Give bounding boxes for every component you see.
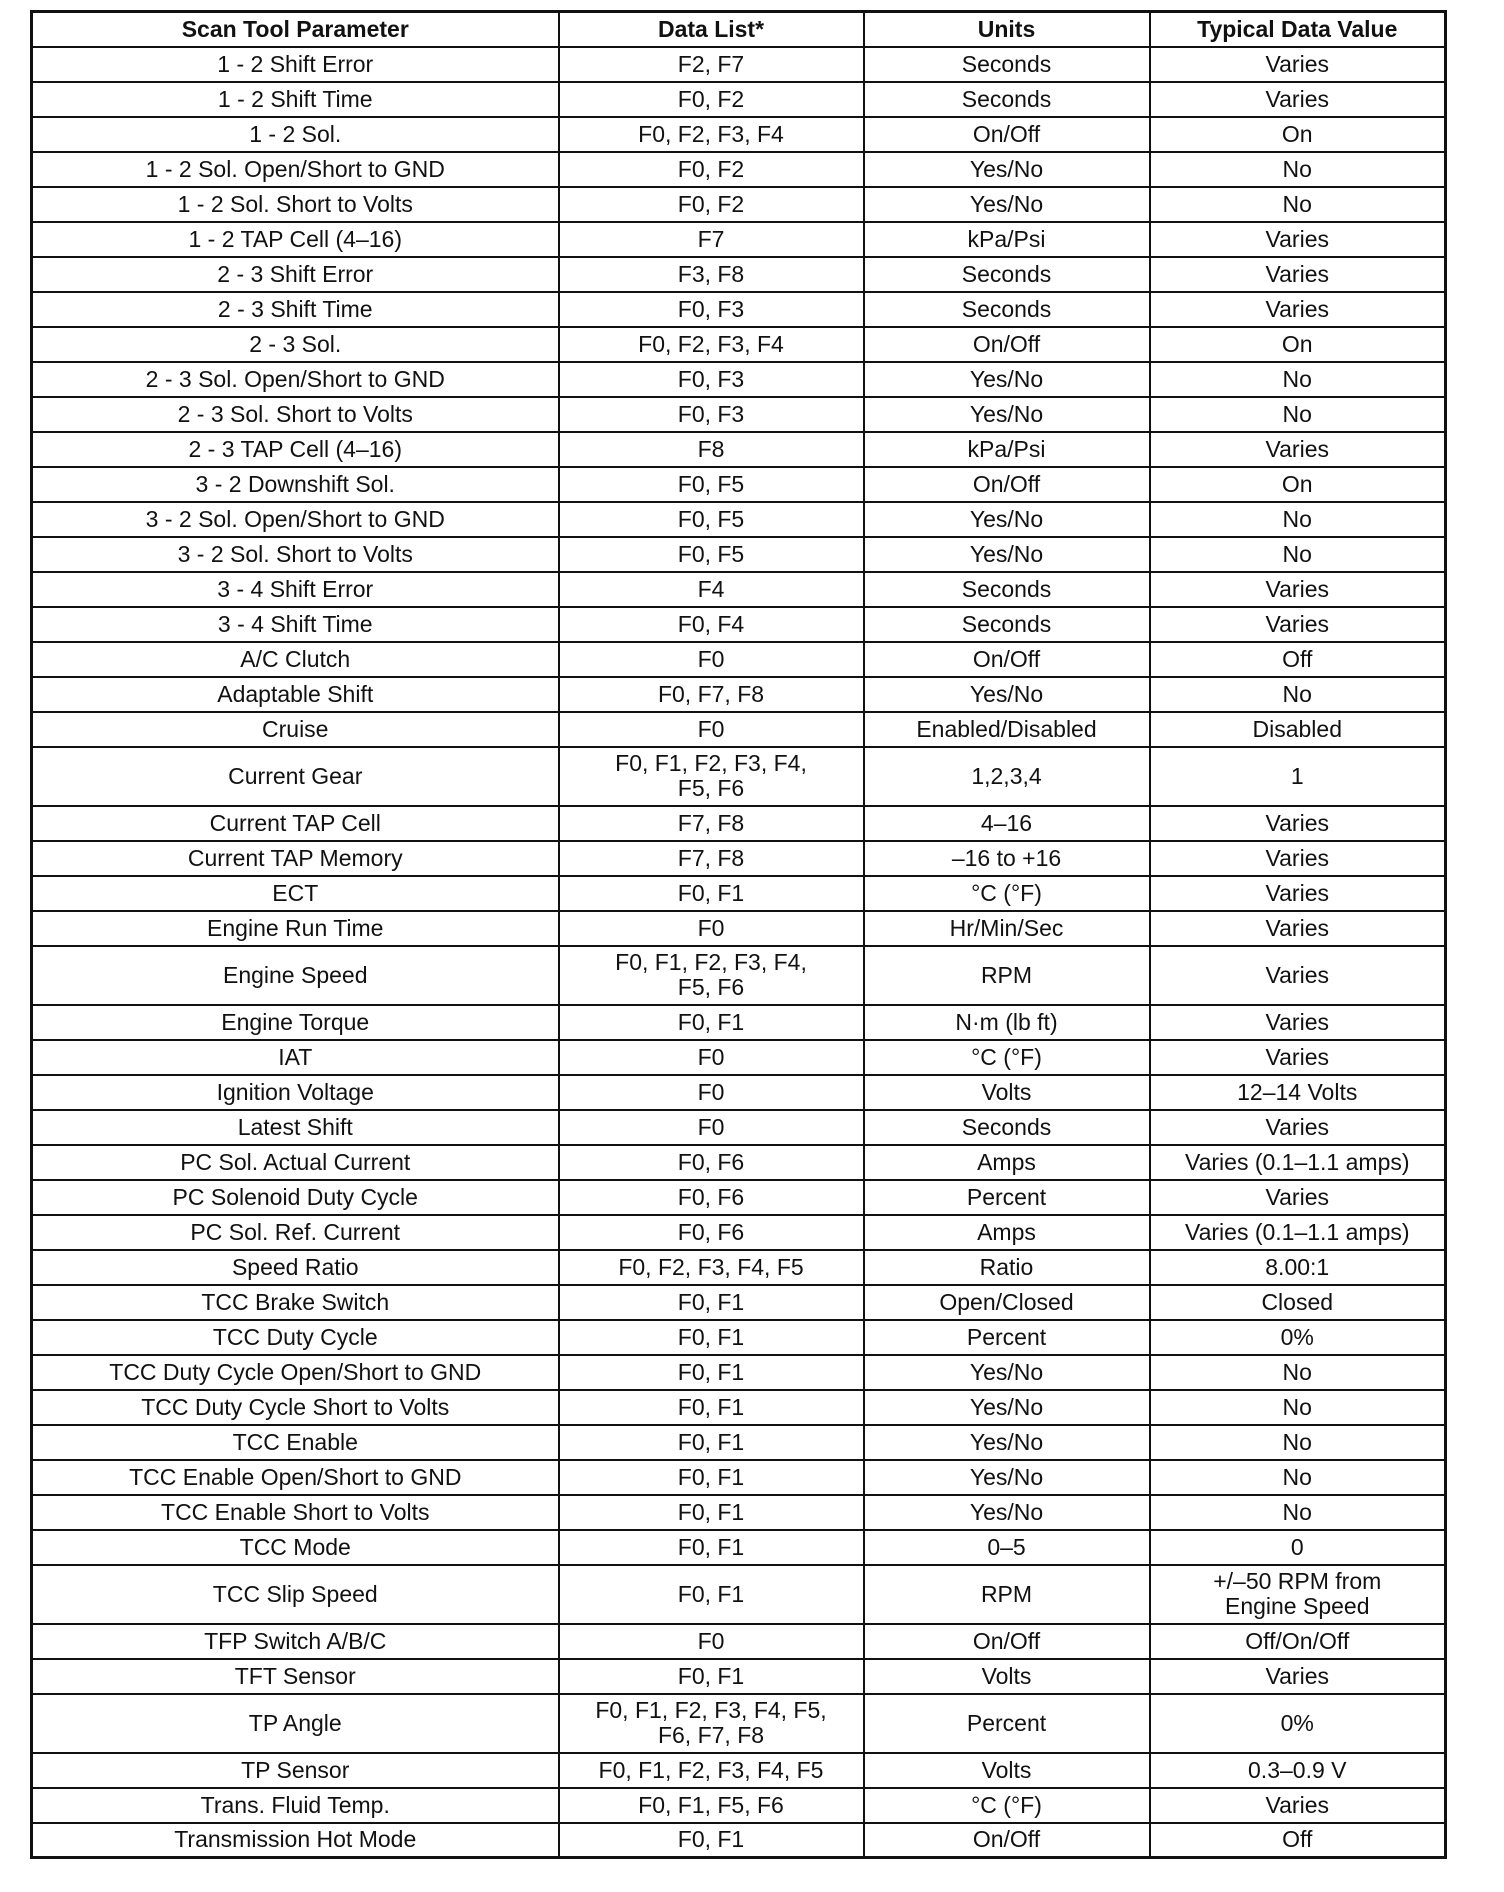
- table-row: [32, 607, 1446, 642]
- parameter-cell: TCC Enable: [32, 1425, 559, 1460]
- parameter-cell: Speed Ratio: [32, 1250, 559, 1285]
- typical-value-cell: Varies: [1150, 1040, 1446, 1075]
- units-cell: Percent: [864, 1694, 1150, 1753]
- table-row: [32, 712, 1446, 747]
- units-cell: Hr/Min/Sec: [864, 911, 1150, 946]
- table-body: [32, 47, 1446, 1858]
- table-row: [32, 572, 1446, 607]
- typical-value-cell: Varies: [1150, 806, 1446, 841]
- data-list-cell: F0, F2, F3, F4, F5: [559, 1250, 864, 1285]
- typical-value-cell: No: [1150, 1425, 1446, 1460]
- units-cell: On/Off: [864, 1624, 1150, 1659]
- parameter-cell: Adaptable Shift: [32, 677, 559, 712]
- typical-value-cell: Varies: [1150, 257, 1446, 292]
- parameter-cell: PC Sol. Actual Current: [32, 1145, 559, 1180]
- typical-value-cell: Varies: [1150, 946, 1446, 1005]
- parameter-cell: Current TAP Cell: [32, 806, 559, 841]
- typical-value-cell: Varies: [1150, 47, 1446, 82]
- data-list-cell: F0, F1: [559, 1390, 864, 1425]
- parameter-cell: TCC Mode: [32, 1530, 559, 1565]
- data-list-cell: F0, F5: [559, 467, 864, 502]
- table-row: [32, 806, 1446, 841]
- table-row: [32, 1624, 1446, 1659]
- parameter-cell: A/C Clutch: [32, 642, 559, 677]
- data-list-cell: F0, F6: [559, 1180, 864, 1215]
- units-cell: Seconds: [864, 292, 1150, 327]
- table-header: [32, 12, 1446, 47]
- table-row: [32, 467, 1446, 502]
- table-row: [32, 1145, 1446, 1180]
- units-cell: Yes/No: [864, 187, 1150, 222]
- table-row: [32, 257, 1446, 292]
- typical-value-cell: Varies: [1150, 292, 1446, 327]
- table-row: [32, 1215, 1446, 1250]
- table-row: [32, 1565, 1446, 1624]
- units-cell: Seconds: [864, 82, 1150, 117]
- parameter-cell: 2 - 3 Sol. Open/Short to GND: [32, 362, 559, 397]
- typical-value-cell: Varies: [1150, 841, 1446, 876]
- units-cell: On/Off: [864, 327, 1150, 362]
- table-row: [32, 1040, 1446, 1075]
- parameter-cell: Current TAP Memory: [32, 841, 559, 876]
- data-list-cell: F0, F1: [559, 1823, 864, 1858]
- parameter-cell: PC Sol. Ref. Current: [32, 1215, 559, 1250]
- parameter-cell: 1 - 2 Sol. Short to Volts: [32, 187, 559, 222]
- table-row: [32, 502, 1446, 537]
- units-cell: Volts: [864, 1659, 1150, 1694]
- parameter-cell: Engine Run Time: [32, 911, 559, 946]
- header-data-list: Data List*: [559, 12, 864, 47]
- parameter-cell: 3 - 2 Sol. Open/Short to GND: [32, 502, 559, 537]
- table-row: [32, 642, 1446, 677]
- table-row: [32, 432, 1446, 467]
- typical-value-cell: No: [1150, 362, 1446, 397]
- units-cell: Volts: [864, 1753, 1150, 1788]
- table-row: [32, 677, 1446, 712]
- table-row: [32, 1110, 1446, 1145]
- data-list-cell: F8: [559, 432, 864, 467]
- parameter-cell: Transmission Hot Mode: [32, 1823, 559, 1858]
- table-row: [32, 1425, 1446, 1460]
- units-cell: On/Off: [864, 642, 1150, 677]
- data-list-cell: F0, F1, F2, F3, F4, F5: [559, 1753, 864, 1788]
- table-row: [32, 152, 1446, 187]
- parameter-cell: 3 - 2 Downshift Sol.: [32, 467, 559, 502]
- units-cell: On/Off: [864, 467, 1150, 502]
- typical-value-cell: Off/On/Off: [1150, 1624, 1446, 1659]
- typical-value-cell: Disabled: [1150, 712, 1446, 747]
- units-cell: –16 to +16: [864, 841, 1150, 876]
- parameter-cell: TCC Brake Switch: [32, 1285, 559, 1320]
- units-cell: Ratio: [864, 1250, 1150, 1285]
- parameter-cell: 2 - 3 Shift Error: [32, 257, 559, 292]
- table-row: [32, 1659, 1446, 1694]
- parameter-cell: TP Angle: [32, 1694, 559, 1753]
- table-row: [32, 82, 1446, 117]
- table-row: [32, 1530, 1446, 1565]
- typical-value-cell: On: [1150, 117, 1446, 152]
- table-row: [32, 397, 1446, 432]
- parameter-cell: 1 - 2 TAP Cell (4–16): [32, 222, 559, 257]
- table-row: [32, 1250, 1446, 1285]
- parameter-cell: 3 - 4 Shift Time: [32, 607, 559, 642]
- table-row: [32, 1495, 1446, 1530]
- typical-value-cell: 0: [1150, 1530, 1446, 1565]
- data-list-cell: F0, F1: [559, 1425, 864, 1460]
- parameter-cell: Current Gear: [32, 747, 559, 806]
- typical-value-cell: +/–50 RPM from Engine Speed: [1150, 1565, 1446, 1624]
- typical-value-cell: Closed: [1150, 1285, 1446, 1320]
- data-list-cell: F0: [559, 642, 864, 677]
- data-list-cell: F0, F1, F2, F3, F4, F5, F6, F7, F8: [559, 1694, 864, 1753]
- parameter-cell: Cruise: [32, 712, 559, 747]
- parameter-cell: TCC Slip Speed: [32, 1565, 559, 1624]
- data-list-cell: F0, F1, F2, F3, F4, F5, F6: [559, 747, 864, 806]
- data-list-cell: F0, F1: [559, 1460, 864, 1495]
- units-cell: Yes/No: [864, 1495, 1150, 1530]
- parameter-cell: Ignition Voltage: [32, 1075, 559, 1110]
- typical-value-cell: No: [1150, 1355, 1446, 1390]
- typical-value-cell: On: [1150, 327, 1446, 362]
- units-cell: Yes/No: [864, 1355, 1150, 1390]
- parameter-cell: PC Solenoid Duty Cycle: [32, 1180, 559, 1215]
- data-list-cell: F0, F3: [559, 292, 864, 327]
- parameter-cell: TCC Duty Cycle Short to Volts: [32, 1390, 559, 1425]
- typical-value-cell: 0.3–0.9 V: [1150, 1753, 1446, 1788]
- typical-value-cell: 0%: [1150, 1320, 1446, 1355]
- units-cell: Amps: [864, 1145, 1150, 1180]
- units-cell: °C (°F): [864, 876, 1150, 911]
- data-list-cell: F0, F1: [559, 1565, 864, 1624]
- typical-value-cell: 0%: [1150, 1694, 1446, 1753]
- data-list-cell: F0, F2: [559, 152, 864, 187]
- typical-value-cell: No: [1150, 187, 1446, 222]
- data-list-cell: F0, F3: [559, 397, 864, 432]
- table-row: [32, 1005, 1446, 1040]
- table-row: [32, 1753, 1446, 1788]
- data-list-cell: F0: [559, 911, 864, 946]
- header-units: Units: [864, 12, 1150, 47]
- data-list-cell: F7, F8: [559, 806, 864, 841]
- parameter-cell: 1 - 2 Sol. Open/Short to GND: [32, 152, 559, 187]
- typical-value-cell: Varies: [1150, 222, 1446, 257]
- typical-value-cell: Varies: [1150, 82, 1446, 117]
- units-cell: RPM: [864, 946, 1150, 1005]
- typical-value-cell: 8.00:1: [1150, 1250, 1446, 1285]
- table-row: [32, 362, 1446, 397]
- typical-value-cell: No: [1150, 1495, 1446, 1530]
- typical-value-cell: No: [1150, 1390, 1446, 1425]
- data-list-cell: F4: [559, 572, 864, 607]
- data-list-cell: F0, F4: [559, 607, 864, 642]
- units-cell: Amps: [864, 1215, 1150, 1250]
- parameter-cell: Latest Shift: [32, 1110, 559, 1145]
- data-list-cell: F0, F5: [559, 502, 864, 537]
- units-cell: kPa/Psi: [864, 222, 1150, 257]
- units-cell: Yes/No: [864, 397, 1150, 432]
- typical-value-cell: No: [1150, 537, 1446, 572]
- data-list-cell: F0, F1, F2, F3, F4, F5, F6: [559, 946, 864, 1005]
- units-cell: Yes/No: [864, 1390, 1150, 1425]
- units-cell: On/Off: [864, 117, 1150, 152]
- parameter-cell: 2 - 3 Sol.: [32, 327, 559, 362]
- typical-value-cell: Varies: [1150, 911, 1446, 946]
- data-list-cell: F0: [559, 1040, 864, 1075]
- table-row: [32, 1320, 1446, 1355]
- typical-value-cell: No: [1150, 502, 1446, 537]
- units-cell: Open/Closed: [864, 1285, 1150, 1320]
- data-list-cell: F0, F1: [559, 1495, 864, 1530]
- parameter-cell: 1 - 2 Shift Error: [32, 47, 559, 82]
- parameter-cell: Engine Torque: [32, 1005, 559, 1040]
- parameter-cell: Engine Speed: [32, 946, 559, 1005]
- table-row: [32, 117, 1446, 152]
- units-cell: kPa/Psi: [864, 432, 1150, 467]
- parameter-cell: 2 - 3 TAP Cell (4–16): [32, 432, 559, 467]
- parameter-cell: 1 - 2 Sol.: [32, 117, 559, 152]
- data-list-cell: F0, F2, F3, F4: [559, 117, 864, 152]
- data-list-cell: F0: [559, 1624, 864, 1659]
- table-row: [32, 327, 1446, 362]
- data-list-cell: F7, F8: [559, 841, 864, 876]
- parameter-cell: TFT Sensor: [32, 1659, 559, 1694]
- units-cell: Yes/No: [864, 1425, 1150, 1460]
- data-list-cell: F0, F1: [559, 1355, 864, 1390]
- typical-value-cell: Varies: [1150, 1005, 1446, 1040]
- data-list-cell: F0: [559, 1075, 864, 1110]
- table-row: [32, 1460, 1446, 1495]
- units-cell: Seconds: [864, 47, 1150, 82]
- parameter-cell: TP Sensor: [32, 1753, 559, 1788]
- table-row: [32, 222, 1446, 257]
- typical-value-cell: No: [1150, 152, 1446, 187]
- table-row: [32, 47, 1446, 82]
- typical-value-cell: On: [1150, 467, 1446, 502]
- data-list-cell: F0, F1: [559, 1530, 864, 1565]
- data-list-cell: F0, F7, F8: [559, 677, 864, 712]
- units-cell: Yes/No: [864, 537, 1150, 572]
- table-row: [32, 1075, 1446, 1110]
- data-list-cell: F0, F1: [559, 1005, 864, 1040]
- parameter-cell: TCC Enable Short to Volts: [32, 1495, 559, 1530]
- data-list-cell: F2, F7: [559, 47, 864, 82]
- data-list-cell: F0, F1: [559, 1320, 864, 1355]
- table-row: [32, 292, 1446, 327]
- parameter-cell: 2 - 3 Shift Time: [32, 292, 559, 327]
- data-list-cell: F3, F8: [559, 257, 864, 292]
- typical-value-cell: Varies: [1150, 1659, 1446, 1694]
- units-cell: Yes/No: [864, 152, 1150, 187]
- typical-value-cell: Varies: [1150, 607, 1446, 642]
- units-cell: Volts: [864, 1075, 1150, 1110]
- units-cell: RPM: [864, 1565, 1150, 1624]
- header-row: [32, 12, 1446, 47]
- parameter-cell: Trans. Fluid Temp.: [32, 1788, 559, 1823]
- table-row: [32, 1285, 1446, 1320]
- table-row: [32, 876, 1446, 911]
- units-cell: On/Off: [864, 1823, 1150, 1858]
- data-list-cell: F0, F5: [559, 537, 864, 572]
- typical-value-cell: No: [1150, 1460, 1446, 1495]
- units-cell: °C (°F): [864, 1788, 1150, 1823]
- data-list-cell: F0, F1, F5, F6: [559, 1788, 864, 1823]
- typical-value-cell: Varies: [1150, 1788, 1446, 1823]
- units-cell: °C (°F): [864, 1040, 1150, 1075]
- typical-value-cell: Varies: [1150, 876, 1446, 911]
- table-row: [32, 1180, 1446, 1215]
- units-cell: Yes/No: [864, 677, 1150, 712]
- typical-value-cell: Off: [1150, 1823, 1446, 1858]
- data-list-cell: F0: [559, 1110, 864, 1145]
- units-cell: Percent: [864, 1320, 1150, 1355]
- data-list-cell: F0, F2: [559, 187, 864, 222]
- typical-value-cell: Varies: [1150, 1180, 1446, 1215]
- units-cell: 4–16: [864, 806, 1150, 841]
- table-row: [32, 1390, 1446, 1425]
- data-list-cell: F0, F3: [559, 362, 864, 397]
- parameter-cell: 2 - 3 Sol. Short to Volts: [32, 397, 559, 432]
- units-cell: Seconds: [864, 607, 1150, 642]
- parameter-cell: TCC Enable Open/Short to GND: [32, 1460, 559, 1495]
- units-cell: 0–5: [864, 1530, 1150, 1565]
- units-cell: Seconds: [864, 572, 1150, 607]
- parameter-cell: 3 - 4 Shift Error: [32, 572, 559, 607]
- data-list-cell: F0, F6: [559, 1145, 864, 1180]
- table-row: [32, 946, 1446, 1005]
- table-row: [32, 1823, 1446, 1858]
- units-cell: Yes/No: [864, 1460, 1150, 1495]
- parameter-cell: TCC Duty Cycle: [32, 1320, 559, 1355]
- parameter-cell: ECT: [32, 876, 559, 911]
- typical-value-cell: Varies (0.1–1.1 amps): [1150, 1215, 1446, 1250]
- data-list-cell: F0, F1: [559, 1659, 864, 1694]
- units-cell: 1,2,3,4: [864, 747, 1150, 806]
- typical-value-cell: No: [1150, 677, 1446, 712]
- units-cell: Yes/No: [864, 502, 1150, 537]
- data-list-cell: F0, F1: [559, 876, 864, 911]
- parameter-cell: TCC Duty Cycle Open/Short to GND: [32, 1355, 559, 1390]
- data-list-cell: F0: [559, 712, 864, 747]
- table-row: [32, 841, 1446, 876]
- data-list-cell: F0, F2: [559, 82, 864, 117]
- parameter-cell: 3 - 2 Sol. Short to Volts: [32, 537, 559, 572]
- units-cell: Seconds: [864, 1110, 1150, 1145]
- data-list-cell: F0, F1: [559, 1285, 864, 1320]
- table-row: [32, 747, 1446, 806]
- scan-tool-data-table: [30, 10, 1447, 1859]
- parameter-cell: TFP Switch A/B/C: [32, 1624, 559, 1659]
- typical-value-cell: Varies: [1150, 1110, 1446, 1145]
- typical-value-cell: Varies: [1150, 572, 1446, 607]
- units-cell: Enabled/Disabled: [864, 712, 1150, 747]
- table-row: [32, 911, 1446, 946]
- parameter-cell: IAT: [32, 1040, 559, 1075]
- typical-value-cell: Off: [1150, 642, 1446, 677]
- header-typical-data-value: Typical Data Value: [1150, 12, 1446, 47]
- typical-value-cell: No: [1150, 397, 1446, 432]
- table-row: [32, 537, 1446, 572]
- typical-value-cell: 1: [1150, 747, 1446, 806]
- table-row: [32, 1694, 1446, 1753]
- units-cell: N·m (lb ft): [864, 1005, 1150, 1040]
- table-row: [32, 187, 1446, 222]
- typical-value-cell: Varies (0.1–1.1 amps): [1150, 1145, 1446, 1180]
- table-row: [32, 1355, 1446, 1390]
- data-list-cell: F0, F6: [559, 1215, 864, 1250]
- units-cell: Seconds: [864, 257, 1150, 292]
- parameter-cell: 1 - 2 Shift Time: [32, 82, 559, 117]
- table-row: [32, 1788, 1446, 1823]
- header-scan-tool-parameter: Scan Tool Parameter: [32, 12, 559, 47]
- data-list-cell: F7: [559, 222, 864, 257]
- typical-value-cell: 12–14 Volts: [1150, 1075, 1446, 1110]
- units-cell: Percent: [864, 1180, 1150, 1215]
- data-list-cell: F0, F2, F3, F4: [559, 327, 864, 362]
- units-cell: Yes/No: [864, 362, 1150, 397]
- typical-value-cell: Varies: [1150, 432, 1446, 467]
